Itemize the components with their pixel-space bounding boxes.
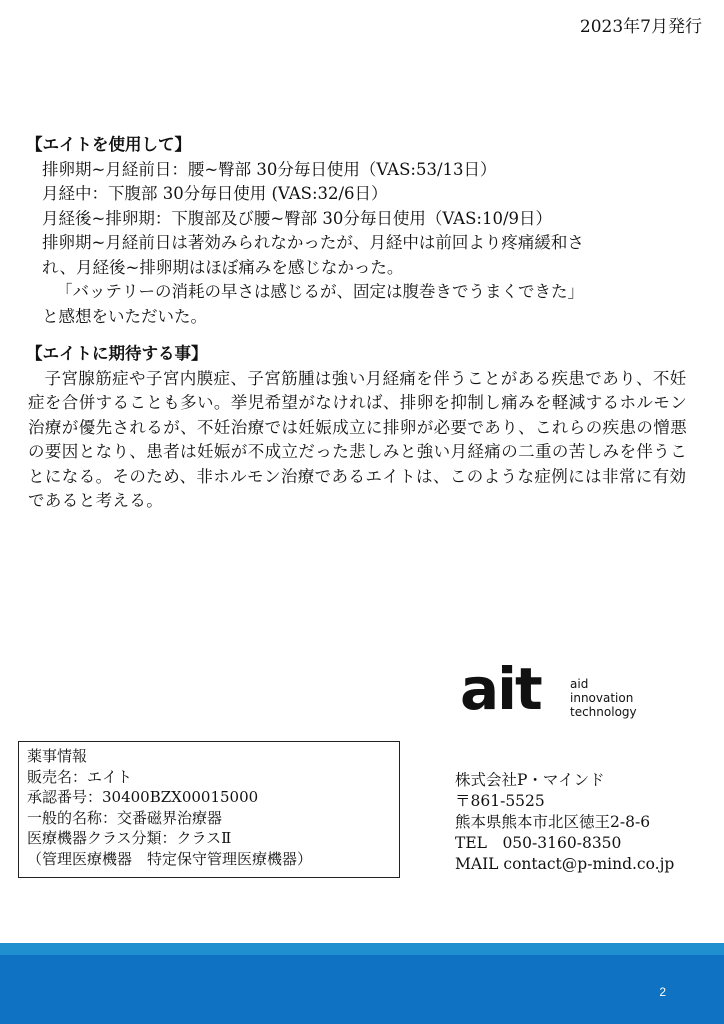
footer-bar <box>0 955 724 1024</box>
company-info <box>455 770 674 875</box>
ait-logo <box>460 655 670 723</box>
regulatory-line: 承認番号：30400BZX00015000 <box>27 788 259 806</box>
regulatory-line: 薬事情報 <box>27 747 88 765</box>
regulatory-line: 販売名：エイト <box>27 767 133 786</box>
issue-date: 2023年7月発行 <box>579 17 702 37</box>
company-tel: TEL 050-3160-8350 <box>455 834 622 852</box>
expectation-body: 子宮腺筋症や子宮内膜症、子宮筋腫は強い月経痛を伴うことがある疾患であり、不妊症を合併することも多い。挙児希望がなければ、排卵を抑制し痛みを軽減するホルモン治療が優先されるが、不妊治療では妊娠成立に排卵が必要であり、これらの疾患の憎悪の要因となり、患者は妊娠が不成立だった悲しみと強い月経痛の二重の苦しみを伴うことになる。そのため、非ホルモン治療であるエイトは、このような症例には非常に有効であると考える。 <box>28 368 688 510</box>
usage-line: 「バッテリーの消耗の早さは感じるが、固定は腹巻きでうまくできた」 <box>56 282 584 301</box>
company-postal: 〒861-5525 <box>455 792 545 810</box>
regulatory-line: 医療機器クラス分類：クラスⅡ <box>27 829 232 847</box>
usage-line: 月経中：下腹部 30分毎日使用 (VAS:32/6日） <box>42 184 388 203</box>
usage-line: 排卵期~月経前日：腰~臀部 30分毎日使用（VAS:53/13日） <box>42 159 497 179</box>
regulatory-line: （管理医療機器 特定保守管理医療機器） <box>27 849 313 868</box>
usage-line: 排卵期~月経前日は著効みられなかったが、月経中は前回より疼痛緩和さ <box>42 233 584 252</box>
usage-heading: 【エイトを使用して】 <box>26 135 191 154</box>
regulatory-info-box <box>18 741 400 878</box>
usage-line: れ、月経後~排卵期はほぼ痛みを感じなかった。 <box>42 257 404 277</box>
company-name: 株式会社P・マインド <box>455 771 605 789</box>
logo-mark: ait <box>460 655 541 723</box>
usage-section <box>28 133 700 329</box>
company-address: 熊本県熊本市北区徳王2-8-6 <box>455 813 651 831</box>
tagline-line: innovation <box>570 691 634 705</box>
usage-line: 月経後~排卵期：下腹部及び腰~臀部 30分毎日使用（VAS:10/9日） <box>42 208 553 228</box>
tagline-line: aid <box>570 677 589 691</box>
logo-tagline <box>570 677 637 719</box>
regulatory-line: 一般的名称：交番磁界治療器 <box>27 808 223 827</box>
usage-line: と感想をいただいた。 <box>42 306 207 326</box>
page-number: 2 <box>659 985 666 999</box>
footer-accent-strip <box>0 943 724 955</box>
expectation-heading: 【エイトに期待する事】 <box>26 344 208 363</box>
tagline-line: technology <box>570 705 637 719</box>
company-mail: MAIL contact@p-mind.co.jp <box>455 855 675 873</box>
expectation-section <box>28 342 700 514</box>
